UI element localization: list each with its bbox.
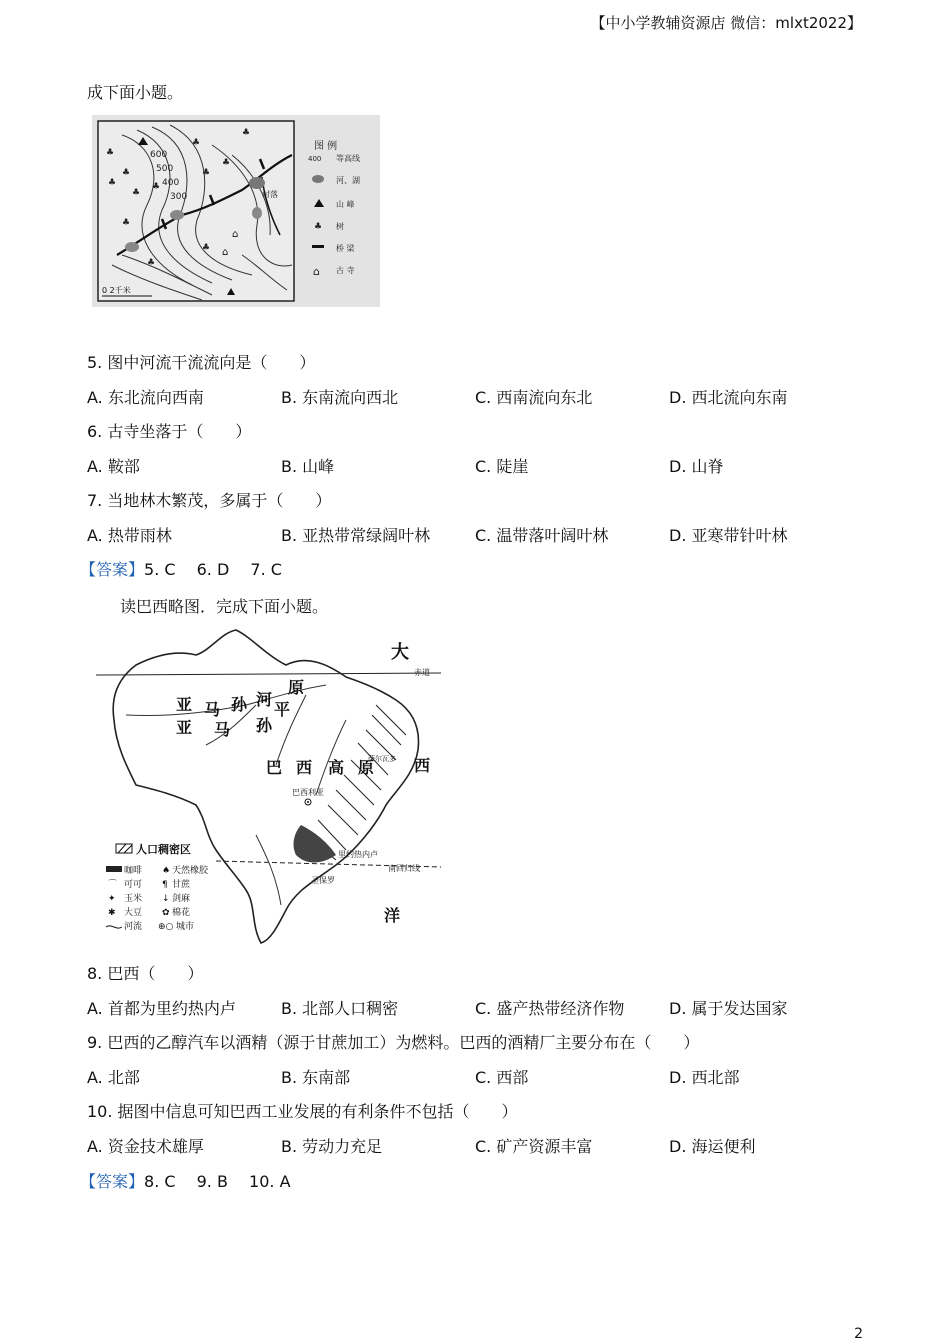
label-equator: 赤道	[414, 668, 430, 677]
svg-text:⌂: ⌂	[222, 247, 229, 258]
label-he: 河	[256, 690, 273, 709]
q5-option-d[interactable]: D. 西北流向东南	[669, 388, 788, 407]
label-ma-2: 马	[214, 720, 231, 739]
q8-option-c[interactable]: C. 盛产热带经济作物	[475, 999, 625, 1018]
svg-text:¶: ¶	[162, 880, 168, 890]
svg-text:♠: ♠	[162, 866, 171, 876]
answer-text: 5. C 6. D 7. C	[144, 560, 282, 579]
q8-option-b[interactable]: B. 北部人口稠密	[281, 999, 399, 1018]
q9-option-d[interactable]: D. 西北部	[669, 1068, 740, 1087]
q10-option-a[interactable]: A. 资金技术雄厚	[87, 1137, 204, 1156]
answer-tag: 【答案】	[80, 1172, 145, 1191]
svg-text:♣: ♣	[242, 128, 251, 138]
q7-option-a[interactable]: A. 热带雨林	[87, 526, 172, 545]
label-brasilia: 巴西利亚	[292, 788, 324, 797]
q7-option-c[interactable]: C. 温带落叶阔叶林	[475, 526, 609, 545]
q6-option-b[interactable]: B. 山峰	[281, 457, 335, 476]
q9-option-c[interactable]: C. 西部	[475, 1068, 529, 1087]
q5-option-a[interactable]: A. 东北流向西南	[87, 388, 204, 407]
q10-option-d[interactable]: D. 海运便利	[669, 1137, 756, 1156]
q7-option-d[interactable]: D. 亚寒带针叶林	[669, 526, 788, 545]
question-6-stem: 6. 古寺坐落于（ ）	[87, 422, 252, 441]
legend-dense-area: 人口稠密区	[136, 843, 191, 856]
svg-text:♣: ♣	[108, 178, 117, 188]
question-5-stem: 5. 图中河流干流流向是（ ）	[87, 353, 316, 372]
brazil-map-figure	[96, 625, 446, 950]
q7-option-b[interactable]: B. 亚热带常绿阔叶林	[281, 526, 431, 545]
q6-option-a[interactable]: A. 鞍部	[87, 457, 140, 476]
svg-text:✱: ✱	[108, 908, 116, 918]
svg-text:⊕○: ⊕○	[158, 922, 174, 932]
label-sun-1: 孙	[231, 695, 248, 714]
label-tropic: 南回归线	[388, 864, 420, 873]
question-7-stem: 7. 当地林木繁茂，多属于（ ）	[87, 491, 332, 510]
label-ping: 平	[274, 700, 291, 719]
label-xi-1: 西	[296, 758, 313, 777]
label-yuan-2: 原	[358, 758, 375, 777]
q5-option-c[interactable]: C. 西南流向东北	[475, 388, 593, 407]
answer-tag: 【答案】	[80, 560, 145, 579]
contour-label-400: 400	[162, 178, 180, 188]
label-ya-1: 亚	[176, 695, 193, 714]
village-label: 村落	[262, 190, 278, 199]
label-da: 大	[391, 642, 409, 663]
legend-river: 河、湖	[336, 176, 360, 185]
q6-option-c[interactable]: C. 陡崖	[475, 457, 529, 476]
q10-option-b[interactable]: B. 劳动力充足	[281, 1137, 383, 1156]
legend-contour-value: 400	[308, 155, 322, 163]
q9-option-b[interactable]: B. 东南部	[281, 1068, 351, 1087]
label-ma-1: 马	[204, 700, 221, 719]
answer-text: 8. C 9. B 10. A	[144, 1172, 291, 1191]
svg-text:↓: ↓	[162, 894, 170, 904]
legend-cotton: 棉花	[172, 908, 191, 918]
label-rio: 里约热内卢	[338, 850, 378, 859]
svg-text:♣: ♣	[122, 168, 131, 178]
q5-option-b[interactable]: B. 东南流向西北	[281, 388, 399, 407]
intro-text-2: 读巴西略图．完成下面小题。	[120, 597, 329, 616]
legend-corn: 玉米	[124, 894, 143, 904]
legend-contour: 等高线	[336, 154, 360, 163]
map-scale: 0 2千米	[102, 286, 131, 295]
legend-temple: 古 寺	[336, 266, 355, 275]
legend-title: 图 例	[314, 141, 338, 152]
label-sun-2: 孙	[256, 716, 273, 735]
topographic-map-figure	[92, 115, 380, 307]
svg-text:⌂: ⌂	[232, 229, 239, 240]
label-yuan-1: 原	[288, 678, 305, 697]
svg-text:♣: ♣	[202, 168, 211, 178]
question-9-stem: 9. 巴西的乙醇汽车以酒精（源于甘蔗加工）为燃料。巴西的酒精厂主要分布在（ ）	[87, 1033, 700, 1052]
legend-soybean: 大豆	[124, 908, 143, 918]
label-salvador: 萨尔瓦多	[368, 755, 396, 763]
legend-river: 河流	[124, 922, 143, 932]
label-yang: 洋	[384, 906, 401, 925]
contour-label-600: 600	[150, 150, 168, 160]
svg-text:⌂: ⌂	[313, 265, 320, 278]
legend-rubber: 天然橡胶	[172, 866, 209, 876]
legend-cacao: 可可	[124, 880, 143, 890]
question-8-stem: 8. 巴西（ ）	[87, 964, 204, 983]
question-10-stem: 10. 据图中信息可知巴西工业发展的有利条件不包括（ ）	[87, 1102, 518, 1121]
svg-text:♣: ♣	[222, 158, 231, 168]
legend-coffee: 咖啡	[124, 866, 143, 876]
svg-text:✿: ✿	[162, 908, 170, 918]
svg-text:♣: ♣	[106, 148, 115, 158]
legend-peak: 山 峰	[336, 200, 355, 209]
answer-block-2	[80, 1169, 291, 1192]
q10-option-c[interactable]: C. 矿产资源丰富	[475, 1137, 593, 1156]
svg-text:✦: ✦	[108, 894, 116, 904]
intro-text-1: 成下面小题。	[87, 83, 184, 102]
label-xi-2: 西	[414, 756, 431, 775]
contour-label-300: 300	[170, 192, 188, 202]
legend-sugarcane: 甘蔗	[172, 880, 191, 890]
contour-label-500: 500	[156, 164, 174, 174]
page-number: 2	[854, 1326, 863, 1342]
svg-text:♣: ♣	[202, 243, 211, 253]
legend-city: 城市	[176, 922, 195, 932]
answer-block-1	[80, 557, 282, 580]
svg-text:♣: ♣	[314, 222, 323, 232]
page-header: 【中小学教辅资源店 微信：mlxt2022】	[590, 14, 862, 32]
q9-option-a[interactable]: A. 北部	[87, 1068, 140, 1087]
svg-text:♣: ♣	[132, 188, 141, 198]
svg-text:⌒: ⌒	[108, 880, 118, 890]
legend-sisal: 剑麻	[172, 894, 191, 904]
svg-text:♣: ♣	[122, 218, 131, 228]
q8-option-a[interactable]: A. 首都为里约热内卢	[87, 999, 236, 1018]
svg-text:♣: ♣	[192, 138, 201, 148]
label-gao: 高	[328, 758, 345, 777]
village-marker	[249, 177, 265, 189]
legend-tree: 树	[336, 222, 344, 231]
svg-text:♣: ♣	[147, 258, 156, 268]
label-sao-paulo: 圣保罗	[311, 876, 335, 885]
label-ya-2: 亚	[176, 718, 193, 737]
legend-bridge: 桥 梁	[336, 244, 355, 253]
svg-text:♣: ♣	[152, 182, 161, 192]
q8-option-d[interactable]: D. 属于发达国家	[669, 999, 788, 1018]
q6-option-d[interactable]: D. 山脊	[669, 457, 724, 476]
label-ba: 巴	[266, 758, 283, 777]
